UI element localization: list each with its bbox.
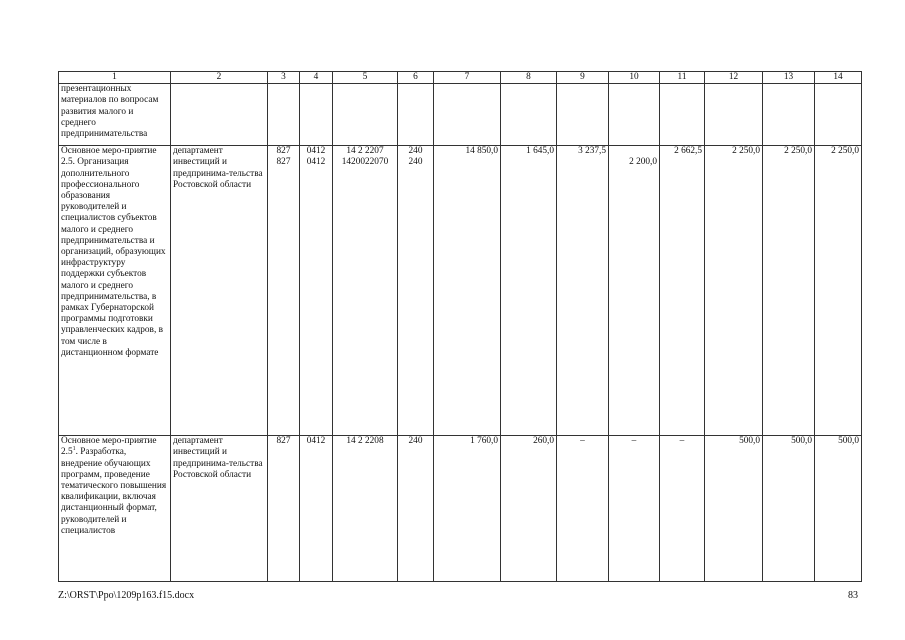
column-header: 10: [609, 72, 660, 84]
grbs-cell: 827: [268, 436, 300, 582]
grbs-cell: [268, 146, 300, 436]
target-article-cell: [333, 146, 398, 436]
year-amount-cell: 1 645,0: [501, 146, 557, 436]
table-row-measure-2-5: [59, 146, 862, 436]
section-cell: [300, 146, 333, 436]
section-code: 0412: [306, 157, 326, 168]
column-header: 5: [333, 72, 398, 84]
column-header: 8: [501, 72, 557, 84]
measure-name-cell: презентационных материалов по вопросам развития малого и среднего предпринимательства: [59, 84, 171, 146]
column-header: 11: [660, 72, 705, 84]
year-amount-cell: 500,0: [705, 436, 763, 582]
executor-cell: департамент инвестиций и предпринима-тельства Ростовской области: [171, 436, 268, 582]
year-amount-cell: 2 662,5: [660, 146, 705, 436]
section-code: 0412: [306, 146, 326, 157]
measure-name-head: Основное меро-приятие 2.5: [61, 436, 157, 458]
year-amount-cell: 500,0: [763, 436, 815, 582]
year-amount-cell: 2 250,0: [763, 146, 815, 436]
column-header: 7: [434, 72, 501, 84]
measure-name-tail: . Разработка, внедрение обучающих программ, проведение тематического повышения квалификации, включая дистанционный формат, руководителей и специалистов: [61, 447, 167, 536]
year-amount-cell: [609, 146, 660, 436]
year-amount-cell: –: [557, 436, 609, 582]
grbs-code: 827: [276, 146, 291, 157]
table-row-continuation: [59, 84, 862, 146]
column-header: 6: [398, 72, 434, 84]
measure-name-superscript: 1: [72, 446, 76, 453]
expense-type-cell: [398, 146, 434, 436]
measure-name-cell: [59, 436, 171, 582]
column-header: 4: [300, 72, 333, 84]
year-amount-cell: 260,0: [501, 436, 557, 582]
expense-type-code: 240: [408, 146, 423, 157]
budget-table: [58, 71, 862, 582]
page-number: 83: [848, 590, 858, 601]
total-amount-cell: 1 760,0: [434, 436, 501, 582]
year-amount-cell: –: [609, 436, 660, 582]
target-article-code: 14 2 2207: [346, 146, 384, 157]
year-amount-cell: –: [660, 436, 705, 582]
column-header: 2: [171, 72, 268, 84]
column-header: 3: [268, 72, 300, 84]
executor-cell: департамент инвестиций и предпринима-тельства Ростовской области: [171, 146, 268, 436]
year-amount-cell: 2 250,0: [705, 146, 763, 436]
column-header: 1: [59, 72, 171, 84]
footer-file-path: Z:\ORST\Ppo\1209p163.f15.docx: [58, 590, 195, 601]
column-header: 14: [815, 72, 862, 84]
column-header: 9: [557, 72, 609, 84]
year-amount-cell: 3 237,5: [557, 146, 609, 436]
column-header: 13: [763, 72, 815, 84]
target-article-code: 1420022070: [341, 157, 389, 168]
year-amount-cell: 2 250,0: [815, 146, 862, 436]
section-cell: 0412: [300, 436, 333, 582]
target-article-cell: 14 2 2208: [333, 436, 398, 582]
column-header: 12: [705, 72, 763, 84]
expense-type-code: 240: [408, 157, 423, 168]
column-number-row: [59, 72, 862, 84]
grbs-code: 827: [276, 157, 291, 168]
total-amount-cell: 14 850,0: [434, 146, 501, 436]
year-amount-cell: 500,0: [815, 436, 862, 582]
table-row-measure-2-5-1: [59, 436, 862, 582]
year-amount-value: 2 200,0: [629, 157, 657, 168]
expense-type-cell: 240: [398, 436, 434, 582]
measure-name-cell: Основное меро-приятие 2.5. Организация дополнительного профессионального образования руководителей и специалистов субъектов малого и среднего предпринимательства и организаций, образующих инфраструктуру поддержки субъектов малого и среднего предпринимательства, в рамках Губернаторской программы подготовки управленческих кадров, в том числе в дистанционном формате: [59, 146, 171, 436]
